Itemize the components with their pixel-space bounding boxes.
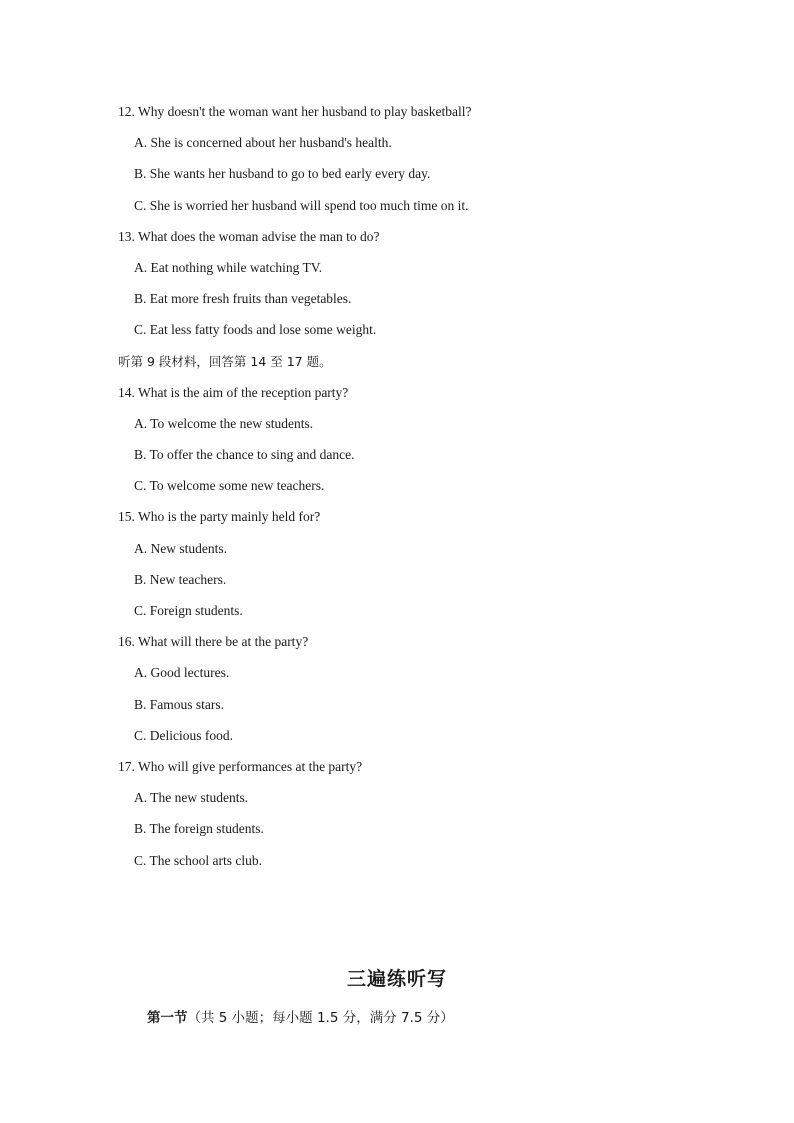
option-15c: C. Foreign students. [134, 603, 243, 618]
option-16b: B. Famous stars. [134, 696, 225, 712]
option-16c: C. Delicious food. [134, 727, 233, 743]
question-13: 13. What does the woman advise the man to do? [118, 228, 380, 244]
question-14: 14. What is the aim of the reception party? [118, 384, 349, 400]
option-14a: A. To welcome the new students. [134, 415, 314, 431]
option-16a: A. Good lectures. [134, 665, 230, 681]
option-14c: C. To welcome some new teachers. [134, 478, 325, 494]
questions-block [0, 100, 794, 880]
option-12b: B. She wants her husband to go to bed early every day. [134, 166, 431, 182]
option-17b: B. The foreign students. [134, 821, 264, 837]
section-subtitle-detail: （共 5 小题；每小题 1.5 分，满分 7.5 分） [187, 1010, 454, 1026]
option-13a: A. Eat nothing while watching TV. [134, 259, 323, 275]
section-subtitle [147, 1006, 454, 1026]
option-13c: C. Eat less fatty foods and lose some weight. [134, 322, 377, 338]
option-17a: A. The new students. [134, 790, 249, 806]
section-subtitle-label: 第一节 [147, 1010, 188, 1026]
question-12: 12. Why doesn't the woman want her husband to play basketball? [118, 104, 472, 119]
listening-instruction: 听第 9 段材料，回答第 14 至 17 题。 [118, 353, 332, 369]
question-17: 17. Who will give performances at the party? [118, 758, 363, 774]
option-15a: A. New students. [134, 540, 227, 556]
option-12a: A. She is concerned about her husband's health. [134, 135, 392, 151]
section-title: 三遍练听写 [346, 968, 447, 990]
option-12c: C. She is worried her husband will spend too much time on it. [134, 197, 469, 213]
option-15b: B. New teachers. [134, 571, 227, 587]
question-15: 15. Who is the party mainly held for? [118, 509, 321, 525]
option-17c: C. The school arts club. [134, 852, 262, 868]
option-14b: B. To offer the chance to sing and dance. [134, 447, 355, 463]
option-13b: B. Eat more fresh fruits than vegetables. [134, 291, 352, 307]
question-16: 16. What will there be at the party? [118, 634, 309, 650]
